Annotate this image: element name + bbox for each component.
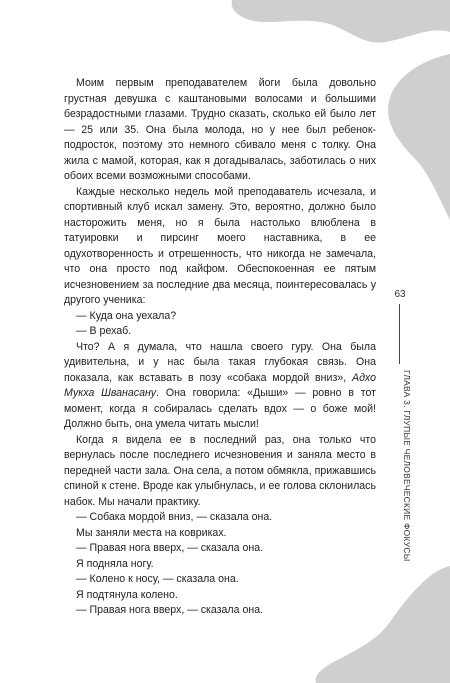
running-chapter-title: ГЛАВА 3. ГЛУПЫЕ ЧЕЛОВЕЧЕСКИЕ ФОКУСЫ	[402, 370, 412, 562]
dialog-line-9: — Правая нога вверх, — сказала она.	[76, 604, 264, 616]
paragraph-1: Моим первым преподавателем йоги была довольно грустная девушка с каштановыми волосами и большими безрадостными глазами. Трудно сказать, сколько ей было лет — 25 или 35. Она была молода, но у нее был ребенок-подросток, поэтому это немного сбивало меня с толку. Она жила с мамой, которая, как я догадывалась, заботилась о них обоих всеми возможными способами.	[64, 77, 376, 182]
dialog-line-7: — Колено к носу, — сказала она.	[76, 573, 239, 585]
dialog-line-6: Я подняла ногу.	[76, 557, 154, 570]
paragraph-4: Когда я видела ее в последний раз, она только что вернулась после последнего исчезновения и заняла место в передней части зала. Она села, а потом обмякла, прижавшись спиной к стене. Вроде как улыбнулась, и ее голова склонилась набок. Мы начали практику.	[64, 433, 376, 508]
pose-name-italic: Адхо Мукха Шванасану	[64, 371, 376, 399]
dialog-line-3: — Собака мордой вниз, — сказала она.	[76, 511, 273, 523]
page-body-text	[64, 76, 376, 619]
page-number: 63	[394, 289, 406, 300]
paragraph-3	[64, 340, 376, 433]
margin-divider-line	[399, 304, 400, 364]
paragraph-3-end: . Она говорила: «Дыши» — ровно в тот момент, когда я собиралась сделать вдох — о боже мой! Должно быть, она умела читать мысли!	[64, 387, 376, 430]
dialog-line-5: — Правая нога вверх, — сказала она.	[76, 542, 264, 554]
dialog-line-1: — Куда она уехала?	[76, 309, 177, 322]
dialog-line-8: Я подтянула колено.	[76, 588, 178, 601]
paragraph-3-start: Что? А я думала, что нашла своего гуру. Она была удивительна, и у нас была такая глубокая связь. Она показала, как вставать в позу «собака мордой вниз»,	[64, 340, 376, 384]
paragraph-2: Каждые несколько недель мой преподаватель исчезала, и спортивный клуб искал замену. Это, вероятно, должно было насторожить меня, но я была настолько влюблена в татуировки и пирсинг моего наставника, в ее одухотворенность и отрешенность, что никогда не замечала, что она просто под кайфом. Обеспокоенная ее пятым исчезновением за последние два месяца, поинтересовалась у другого ученика:	[64, 185, 376, 306]
dialog-line-2: — В рехаб.	[76, 325, 132, 337]
dialog-line-4: Мы заняли места на ковриках.	[76, 526, 227, 539]
